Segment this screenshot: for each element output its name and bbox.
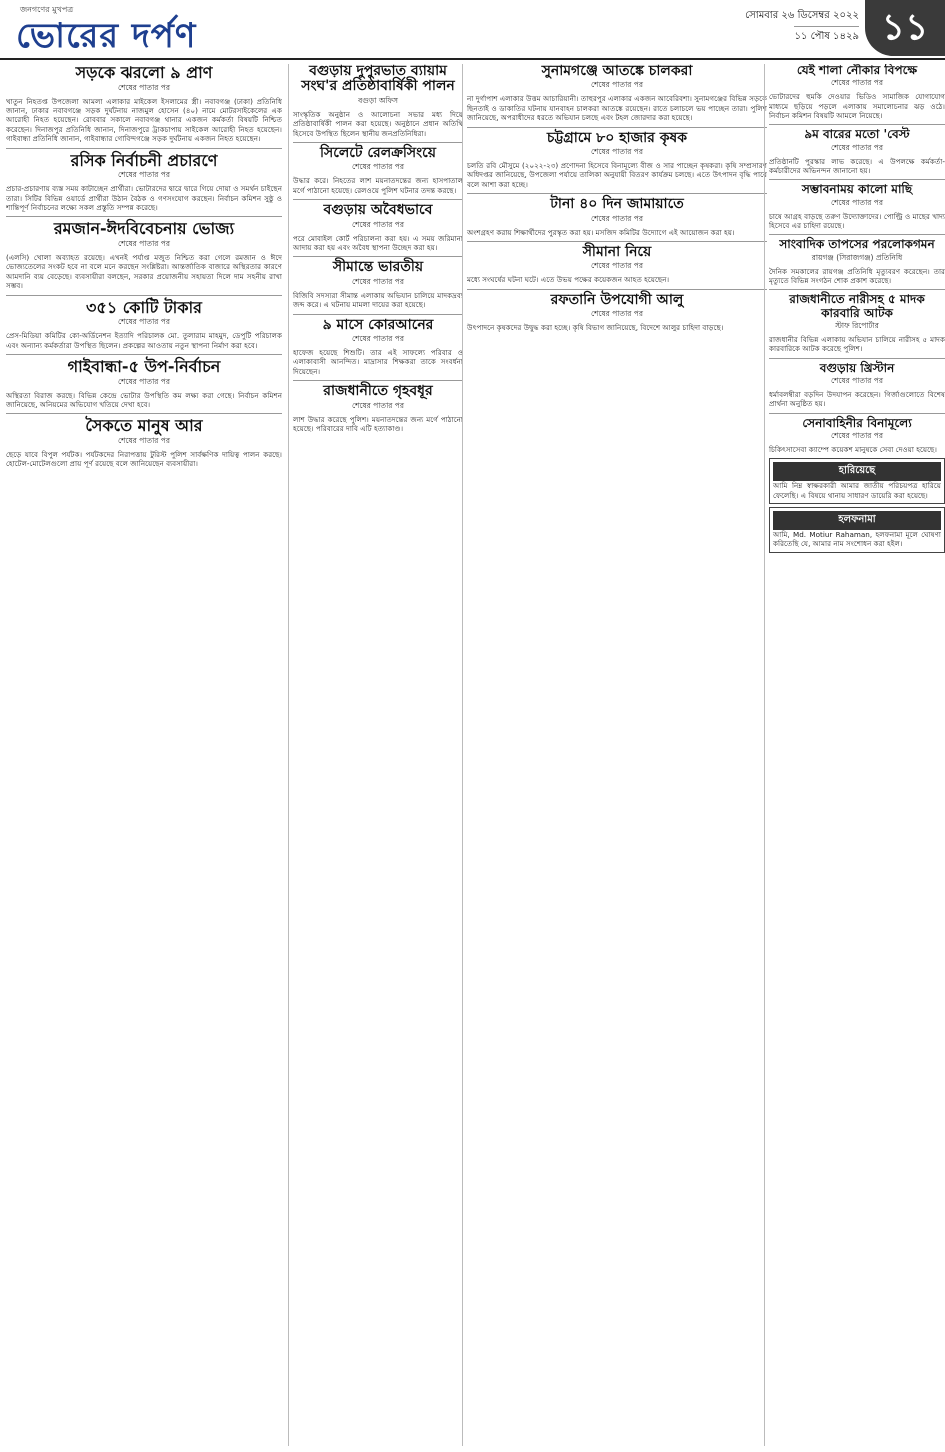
story-boundary (467, 245, 767, 285)
story-body: প্রেস-মিডিয়া কমিটির কো-অর্ডিনেশন ইত্যাদি পরিচালক মো. তুলারাম মাহমুদ, ডেপুটি পরিচালক এবং অন্যান্য কর্মকর্তারা উপস্থিত ছিলেন। প্রকল্পের আওতায় নতুন স্থাপনা নির্মাণ করা হবে। (6, 331, 282, 350)
story-journalist-tapas (769, 238, 945, 285)
story-body: উদ্ধার করে। নিহতের লাশ ময়নাতদন্তের জন্য হাসপাতাল মর্গে পাঠানো হয়েছে। রেলওয়ে পুলিশ ঘটনার তদন্ত করছে। (293, 176, 463, 195)
story-quran-9-months (293, 318, 463, 377)
story-title: ৯ম বারের মতো 'বেস্ট (804, 127, 910, 142)
story-body: ভোটারদের হুমকি দেওয়ার ভিডিও সামাজিক যোগাযোগ মাধ্যমে ছড়িয়ে পড়লে এলাকায় সমালোচনার ঝড় ওঠে। নির্বাচন কমিশন বিষয়টি আমলে নিয়েছে। (769, 92, 945, 120)
story-body: অংশগ্রহণ করায় শিক্ষার্থীদের পুরস্কৃত করা হয়। মসজিদ কমিটির উদ্যোগে এই আয়োজন করা হয়। (467, 227, 735, 237)
story-body: চিকিৎসাসেবা ক্যাম্পে কয়েকশ মানুষকে সেবা দেওয়া হয়েছে। (769, 444, 937, 454)
story-body: খাতুন নিহতপ্ত উপজেলা আমলা এলাকার মাইকেল ইসলামের স্ত্রী। নবাবগঞ্জ (ঢাকা) প্রতিনিধি জানান, ঢাকার নবাবগঞ্জে সড়ক দুর্ঘটনায় নাজমুল হোসেন (৪০) নামে মোটরসাইকেলের এক আরোহী নিহত হয়েছেন। রোববার সকালে নবাবগঞ্জ থানার একজন কর্মকর্তা বিষয়টি নিশ্চিত করেছেন। দিনাজপুর প্রতিনিধি জানান, দিনাজপুরে ট্রাকচাপায় সাইকেল আরোহী নিহত হয়েছেন। গাইবান্ধা প্রতিনিধি জানান, গাইবান্ধার গোবিন্দগঞ্জে সড়ক দুর্ঘটনায় একজন নিহত হয়েছেন। (6, 96, 282, 144)
story-title: ৩৫১ কোটি টাকার (86, 297, 202, 317)
story-ramadan-edible-oil (6, 220, 282, 290)
story-body: সাংস্কৃতিক অনুষ্ঠান ও আলোচনা সভার মধ্য দিয়ে প্রতিষ্ঠাবার্ষিকী পালন করা হয়েছে। অনুষ্ঠানে প্রধান অতিথি হিসেবে উপস্থিত ছিলেন স্থানীয় জনপ্রতিনিধিরা। (293, 109, 463, 138)
notice-affidavit (769, 507, 945, 553)
story-sub: শেষের পাতার পর (352, 400, 404, 410)
story-body: ধর্মাবলম্বীরা বড়দিন উদযাপন করেছেন। গির্জাগুলোতে বিশেষ প্রার্থনা অনুষ্ঠিত হয়। (769, 389, 945, 409)
story-title: ৯ মাসে কোরআনের (322, 316, 434, 333)
story-sub: শেষের পাতার পর (591, 80, 643, 90)
story-title: সাংবাদিক তাপসের পরলোকগমন (779, 237, 935, 252)
story-title: সীমান্তে ভারতীয় (332, 259, 424, 276)
column-right (764, 64, 945, 1446)
story-body: (এলসি) খোলা অব্যাহত রয়েছে। এখনই পর্যাপ্ত মজুত নিশ্চিত করা গেলে রমজান ও ঈদে ভোজ্যতেলের সংকট হবে না বলে মনে করছেন সংশ্লিষ্টরা। আন্তর্জাতিক বাজারে অস্থিরতার কারণে আমদানি ব্যয় বেড়েছে। ব্যবসায়ীরা বলছেন, সরকার প্রয়োজনীয় সহায়তা দিলে দাম সহনীয় রাখা সম্ভব। (6, 253, 282, 291)
story-title: সৈকতে মানুষ আর (85, 416, 203, 436)
story-title: রাজধানীতে নারীসহ ৫ মাদক কারবারি আটক (789, 292, 925, 320)
story-9th-best (769, 128, 945, 175)
notice-lost-title: হারিয়েছে (773, 462, 941, 481)
date-english: সোমবার ২৬ ডিসেম্বর ২০২২ (745, 10, 859, 21)
story-boat-opponent (769, 64, 945, 120)
masthead (0, 0, 945, 60)
story-sub: শেষের পাতার পর (352, 162, 404, 172)
story-title: বগুড়ায় দুপুরভাত ব্যায়াম সংঘ'র প্রতিষ্ঠাবার্ষিকী পালন (301, 64, 455, 95)
story-body: হাফেজ হয়েছে শিশুটি। তার এই সাফল্যে পরিবার ও এলাকাবাসী আনন্দিত। মাদ্রাসার শিক্ষকরা তাকে সংবর্ধনা দিয়েছেন। (293, 348, 463, 376)
story-sub: শেষের পাতার পর (831, 78, 883, 88)
story-title: রফতানি উপযোগী আলু (550, 291, 684, 308)
story-sub: শেষের পাতার পর (831, 430, 883, 440)
story-body: পরে মোবাইল কোর্ট পরিচালনা করা হয়। এ সময় জরিমানা আদায় করা হয় এবং অবৈধ স্থাপনা উচ্ছেদ করা হয়। (293, 233, 463, 252)
story-body: রাজধানীর বিভিন্ন এলাকায় অভিযান চালিয়ে নারীসহ ৫ মাদক কারবারিকে আটক করেছে পুলিশ। (769, 334, 945, 354)
story-capital-housewife (293, 384, 463, 433)
story-sub: শেষের পাতার পর (118, 317, 170, 327)
story-sub: শেষের পাতার পর (591, 147, 643, 156)
notice-lost (769, 458, 945, 504)
story-sub: রায়গঞ্জ (সিরাজগঞ্জ) প্রতিনিধি (811, 252, 903, 262)
story-bogura-christian (769, 362, 945, 409)
notice-affidavit-body: আমি, Md. Motiur Rahaman, হলফনামা মূলে ঘোষণা করিতেছি যে, আমার নাম সংশোধন করা হইল। (773, 530, 941, 549)
column-2 (288, 64, 463, 1446)
story-title: সুনামগঞ্জে আতঙ্কে চালকরা (541, 64, 693, 79)
story-ctg-farmers (467, 131, 767, 190)
story-body: প্রতিষ্ঠানটি পুরস্কার লাভ করেছে। এ উপলক্ষে কর্মকর্তা-কর্মচারীদের অভিনন্দন জানানো হয়। (769, 156, 945, 175)
story-gaibandha-by-election (6, 358, 282, 409)
story-title: চট্টগ্রামে ৮০ হাজার কৃষক (546, 129, 688, 146)
newspaper-logo: ভোরের দর্পণ (16, 16, 197, 56)
story-body: না দুর্গাপাশ এলাকার উত্তম আচারিয়ানী। তাহুরপুর এলাকার একজন আবেরিবশা। সুনামগঞ্জের বিভিন্ন সড়কে ছিনতাই ও ডাকাতির ঘটনায় যানবাহন চালকরা আতঙ্কে রয়েছেন। রাতে চলাচলে ভয় পাচ্ছেন তারা। পুলিশ জানিয়েছে, অপরাধীদের ধরতে অভিযান চলছে এবং টহল জোরদার করা হয়েছে। (467, 94, 767, 123)
story-border-indian (293, 260, 463, 309)
story-sub: শেষের পাতার পর (352, 334, 404, 343)
story-body: অস্থিরতা বিরাজ করছে। বিভিন্ন কেন্দ্রে ভোটার উপস্থিতি কম লক্ষ্য করা গেছে। নির্বাচন কমিশন জানিয়েছে, অনিয়মের অভিযোগ খতিয়ে দেখা হবে। (6, 390, 282, 410)
story-body: বিজিবি সদস্যরা সীমান্ত এলাকায় অভিযান চালিয়ে মাদকদ্রব্য জব্দ করে। এ ঘটনায় মামলা দায়ের করা হয়েছে। (293, 290, 463, 310)
story-title: বগুড়ায় খ্রিস্টান (819, 360, 895, 375)
story-drug-traders (769, 293, 945, 353)
story-sub: শেষের পাতার পর (118, 436, 170, 446)
story-sub: শেষের পাতার পর (591, 261, 643, 271)
story-black-soldier-fly (769, 183, 945, 230)
story-sub: শেষের পাতার পর (831, 375, 883, 385)
notice-affidavit-title: হলফনামা (773, 511, 941, 530)
story-title: গাইবান্ধা-৫ উপ-নির্বাচন (67, 357, 221, 377)
story-road-accident (6, 64, 282, 144)
story-beach-crowd (6, 417, 282, 468)
story-body: মধ্যে সংঘর্ষের ঘটনা ঘটে। এতে উভয় পক্ষের কয়েকজন আহত হয়েছেন। (467, 275, 670, 285)
story-sub: শেষের পাতার পর (591, 309, 643, 319)
story-title: টানা ৪০ দিন জামায়াতে (550, 196, 684, 213)
story-title: সেনাবাহিনীর বিনামূল্যে (802, 415, 912, 430)
story-body: লাশ উদ্ধার করেছে পুলিশ। ময়নাতদন্তের জন্য মর্গে পাঠানো হয়েছে। পরিবারের দাবি এটি হত্যাকাণ্ড। (293, 414, 463, 434)
story-bogura-gym (293, 64, 463, 138)
story-sub: শেষের পাতার পর (118, 82, 170, 92)
story-sub: শেষের পাতার পর (831, 142, 883, 152)
story-sub: শেষের পাতার পর (831, 197, 883, 207)
story-sub: স্টাফ রিপোর্টার (835, 320, 879, 330)
story-body: প্রচার-প্রচারণায় ব্যস্ত সময় কাটাচ্ছেন প্রার্থীরা। ভোটারদের দ্বারে দ্বারে গিয়ে দোয়া ও সমর্থন চাইছেন তারা। সিটির বিভিন্ন ওয়ার্ডে প্রার্থীরা উঠান বৈঠক ও গণসংযোগ করছেন। নির্বাচন কমিশন সুষ্ঠু ও শান্তিপূর্ণ নির্বাচনের লক্ষ্যে সকল প্রস্তুতি সম্পন্ন করেছে। (6, 184, 282, 213)
story-40-days-jamaat (467, 197, 767, 237)
story-title: রমজান-ঈদবিবেচনায় ভোজ্য (53, 219, 235, 239)
notice-lost-body: আমি নিম্ন স্বাক্ষরকারী আমার জাতীয় পরিচয়পত্র হারিয়ে ফেলেছি। এ বিষয়ে থানায় সাধারণ ডায়েরি করা হয়েছে। (773, 481, 941, 500)
story-title: সম্ভাবনাময় কালো মাছি (801, 182, 913, 197)
column-1 (6, 64, 282, 1446)
masthead-tagline: জনগণের মুখপত্র (20, 5, 74, 14)
story-bogura-illegal (293, 203, 463, 252)
story-body: দৈনিক সমকালের রায়গঞ্জ প্রতিনিধি মৃত্যুবরণ করেছেন। তার মৃত্যুতে বিভিন্ন সংগঠন শোক প্রকাশ করেছে। (769, 266, 945, 285)
story-title: সিলেটে রেলক্রসিংয়ে (319, 145, 437, 161)
story-sub: বগুড়া অফিস (358, 95, 398, 105)
story-title: যেই শালা নৌকার বিপক্ষে (796, 64, 918, 77)
story-sub: শেষের পাতার পর (352, 276, 404, 286)
date-bangla: ১১ পৌষ ১৪২৯ (794, 26, 859, 46)
story-rasik-election (6, 152, 282, 213)
story-sub: শেষের পাতার পর (591, 213, 643, 223)
story-title: সীমানা নিয়ে (582, 244, 652, 261)
story-body: চাষে আগ্রহ বাড়ছে তরুণ উদ্যোক্তাদের। পোল্ট্রি ও মাছের খাদ্য হিসেবে এর চাহিদা রয়েছে। (769, 211, 945, 230)
story-351-crore (6, 299, 282, 350)
story-sub: শেষের পাতার পর (118, 239, 170, 249)
story-army-free (769, 417, 945, 455)
story-sunamganj-drivers (467, 64, 767, 123)
story-body: চলতি রবি মৌসুমে (২০২২-২৩) প্রণোদনা হিসেবে বিনামূল্যে বীজ ও সার পাচ্ছেন কৃষকরা। কৃষি সম্প্রসারণ অধিদপ্তর জানিয়েছে, উপজেলা পর্যায়ে তালিকা অনুযায়ী বিতরণ কার্যক্রম চলছে। এতে উৎপাদন বৃদ্ধি পাবে বলে আশা করা হচ্ছে। (467, 161, 767, 189)
story-export-potato (467, 293, 767, 333)
story-sub: শেষের পাতার পর (352, 219, 404, 229)
column-center (462, 64, 767, 1446)
story-sub: শেষের পাতার পর (118, 170, 170, 180)
story-body: উৎপাদনে কৃষকদের উদ্বুদ্ধ করা হচ্ছে। কৃষি বিভাগ জানিয়েছে, বিদেশে আলুর চাহিদা বাড়ছে। (467, 323, 724, 333)
story-title: বগুড়ায় অবৈধভাবে (323, 202, 433, 219)
story-title: রসিক নির্বাচনী প্রচারণে (70, 150, 218, 170)
page-number: ১১ (865, 0, 945, 56)
story-sylhet-rail (293, 146, 463, 195)
story-title: রাজধানীতে গৃহবধূর (323, 383, 433, 400)
story-sub: শেষের পাতার পর (118, 376, 170, 386)
story-title: সড়কে ঝরলো ৯ প্রাণ (75, 64, 213, 82)
story-body: ছেড়ে যাবে বিপুল পর্যটক। পর্যটকদের নিরাপত্তায় টুরিস্ট পুলিশ সার্বক্ষণিক দায়িত্ব পালন করছে। হোটেল-মোটেলগুলো প্রায় পূর্ণ রয়েছে বলে জানিয়েছেন ব্যবসায়ীরা। (6, 450, 282, 469)
